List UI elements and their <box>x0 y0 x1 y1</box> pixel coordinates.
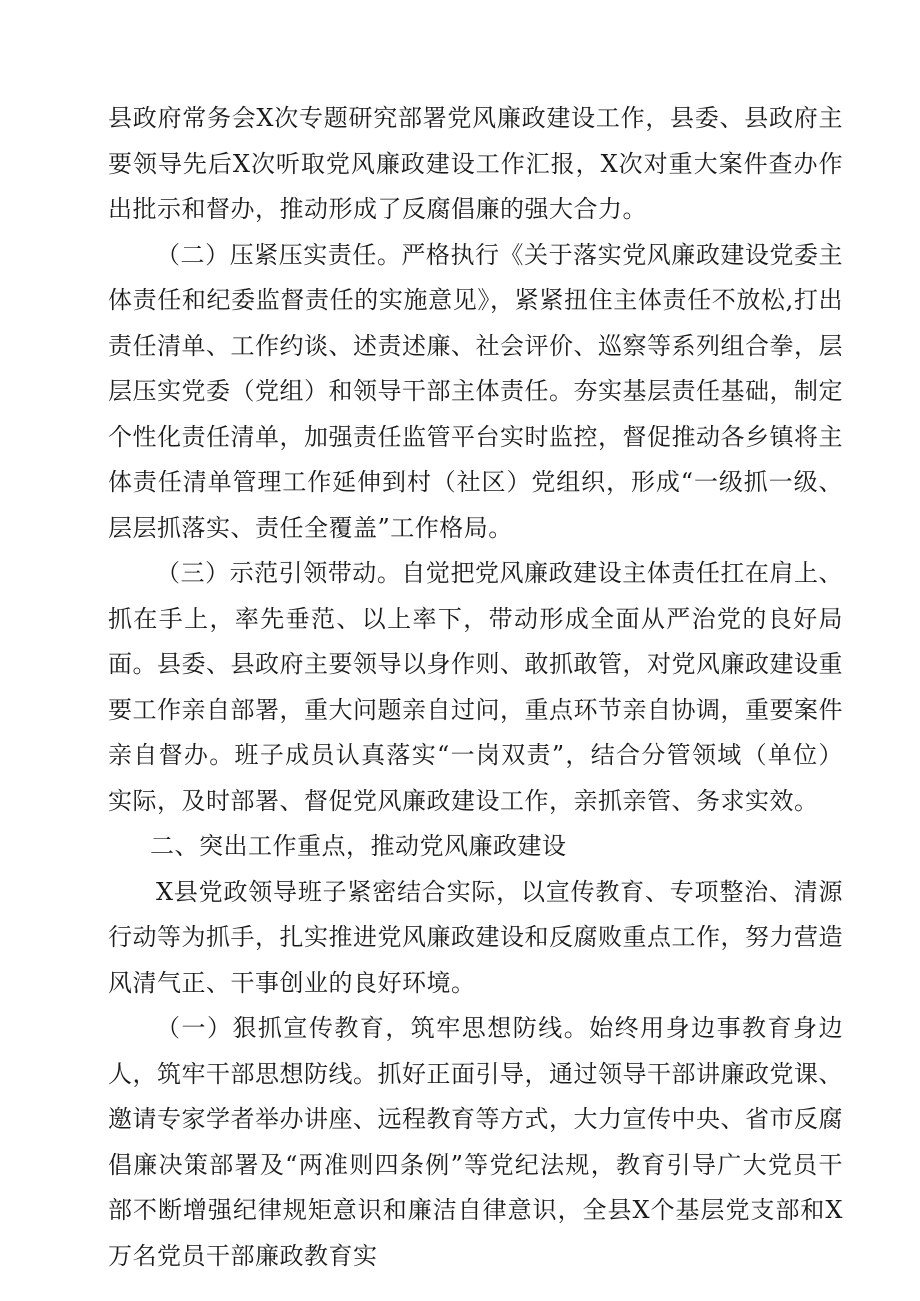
paragraph-intro-continuation: 县政府常务会X次专题研究部署党风廉政建设工作，县委、县政府主要领导先后X次听取党风廉政建设工作汇报，X次对重大案件查办作出批示和督办，推动形成了反腐倡廉的强大合力。 <box>108 104 843 223</box>
paragraph-section-intro: X县党政领导班子紧密结合实际，以宣传教育、专项整治、清源行动等为抓手，扎实推进党风廉政建设和反腐败重点工作，努力营造风清气正、干事创业的良好环境。 <box>108 877 843 997</box>
document-body <box>108 96 843 1279</box>
paragraph-leadership-example: （三）示范引领带动。自觉把党风廉政建设主体责任扛在肩上、抓在手上，率先垂范、以上率下，带动形成全面从严治党的良好局面。县委、县政府主要领导以身作则、敢抓敢管，对党风廉政建设重要工作亲自部署，重大问题亲自过问，重点环节亲自协调，重要案件亲自督办。班子成员认真落实“一岗双责”，结合分管领域（单位）实际，及时部署、督促党风廉政建设工作，亲抓亲管、务求实效。 <box>108 559 843 815</box>
section-heading: 二、突出工作重点，推动党风廉政建设 <box>150 832 567 860</box>
paragraph-responsibility: （二）压紧压实责任。严格执行《关于落实党风廉政建设党委主体责任和纪委监督责任的实施意见》，紧紧扭住主体责任不放松,打出责任清单、工作约谈、述责述廉、社会评价、巡察等系列组合拳，层层压实党委（党组）和领导干部主体责任。夯实基层责任基础，制定个性化责任清单，加强责任监管平台实时监控，督促推动各乡镇将主体责任清单管理工作延伸到村（社区）党组织，形成“一级抓一级、层层抓落实、责任全覆盖”工作格局。 <box>108 240 843 542</box>
paragraph-education: （一）狠抓宣传教育，筑牢思想防线。始终用身边事教育身边人，筑牢干部思想防线。抓好正面引导，通过领导干部讲廉政党课、邀请专家学者举办讲座、远程教育等方式，大力宣传中央、省市反腐倡廉决策部署及“两准则四条例”等党纪法规，教育引导广大党员干部不断增强纪律规矩意识和廉洁自律意识，全县X个基层党支部和X万名党员干部廉政教育实 <box>108 1014 843 1270</box>
